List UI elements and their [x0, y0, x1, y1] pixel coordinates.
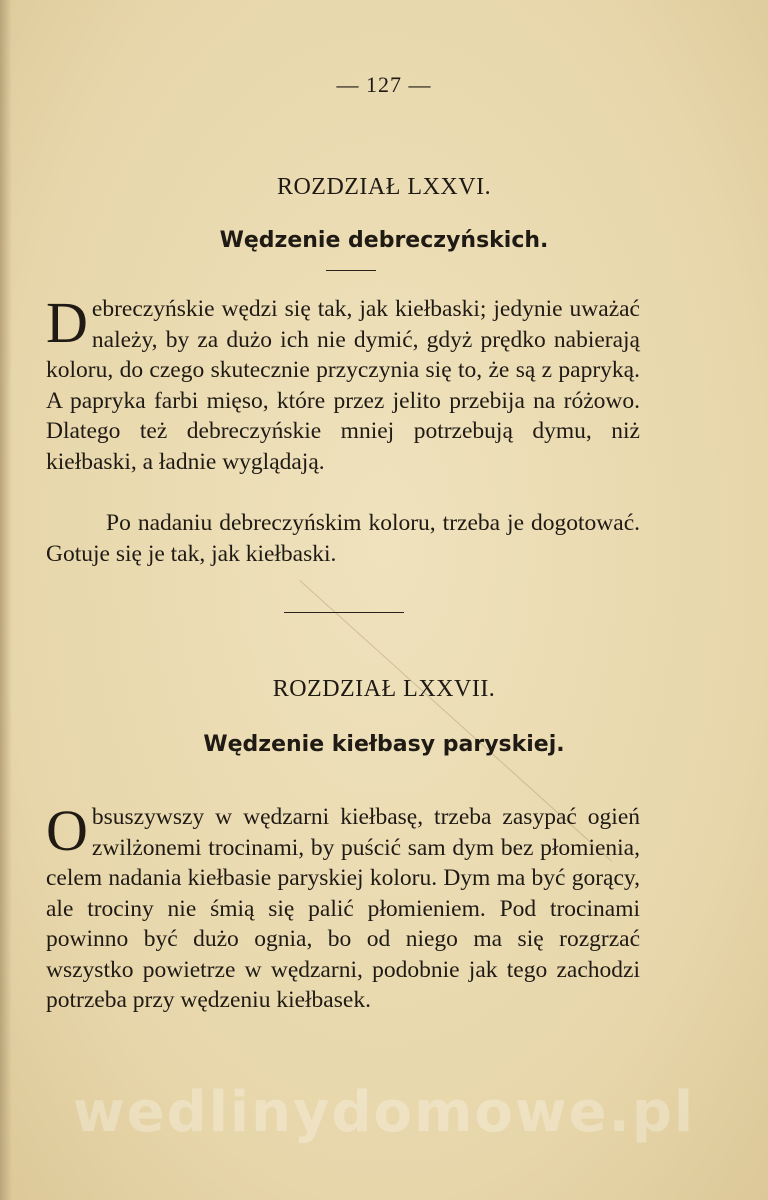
paragraph-text: ebreczyńskie wędzi się tak, jak kiełbaski; jedynie uważać należy, by za dużo ich nie dymić, gdyż prędko nabierają koloru, do czego skutecznie przyczynia się to, że są z papryką. A papryka farbi mięso, które przez jelito przebija na różowo. Dlatego też debreczyńskie mniej potrzebują dymu, niż kiełbaski, a ładnie wyglądają. [46, 296, 640, 475]
paragraph-debreczynskie-1 [46, 290, 640, 477]
paragraph-paryska-1 [46, 798, 640, 1016]
drop-cap-o: O [46, 798, 88, 863]
drop-cap-d: D [46, 290, 88, 355]
paragraph-debreczynskie-2 [46, 508, 640, 569]
section-title-paryska: Wędzenie kiełbasy paryskiej. [203, 732, 565, 757]
page-number: — 127 — [336, 72, 432, 97]
paragraph-text: bsuszywszy w wędzarni kiełbasę, trzeba zasypać ogień zwilżonemi trocinami, by puścić sam dym bez płomienia, celem nadania kiełbasie paryskiej koloru. Dym ma być gorący, ale trociny nie śmią się palić płomieniem. Pod trocinami powinno być dużo ognia, bo od niego ma się rozgrzać wszystko powietrze w wędzarni, podobnie jak tego zachodzi potrzeba przy wędzeniu kiełbasek. [46, 804, 640, 1013]
chapter-heading-lxxvii: ROZDZIAŁ LXXVII. [272, 676, 496, 702]
site-watermark: wedlinydomowe.pl [72, 1080, 696, 1145]
section-divider-short [326, 270, 376, 271]
section-title-debreczynskie: Wędzenie debreczyńskich. [219, 228, 549, 253]
paragraph-text: Po nadaniu debreczyńskim koloru, trzeba je dogotować. Gotuje się je tak, jak kiełbaski. [46, 510, 640, 567]
chapter-heading-lxxvi: ROZDZIAŁ LXXVI. [276, 174, 492, 200]
section-divider-long [284, 612, 404, 613]
